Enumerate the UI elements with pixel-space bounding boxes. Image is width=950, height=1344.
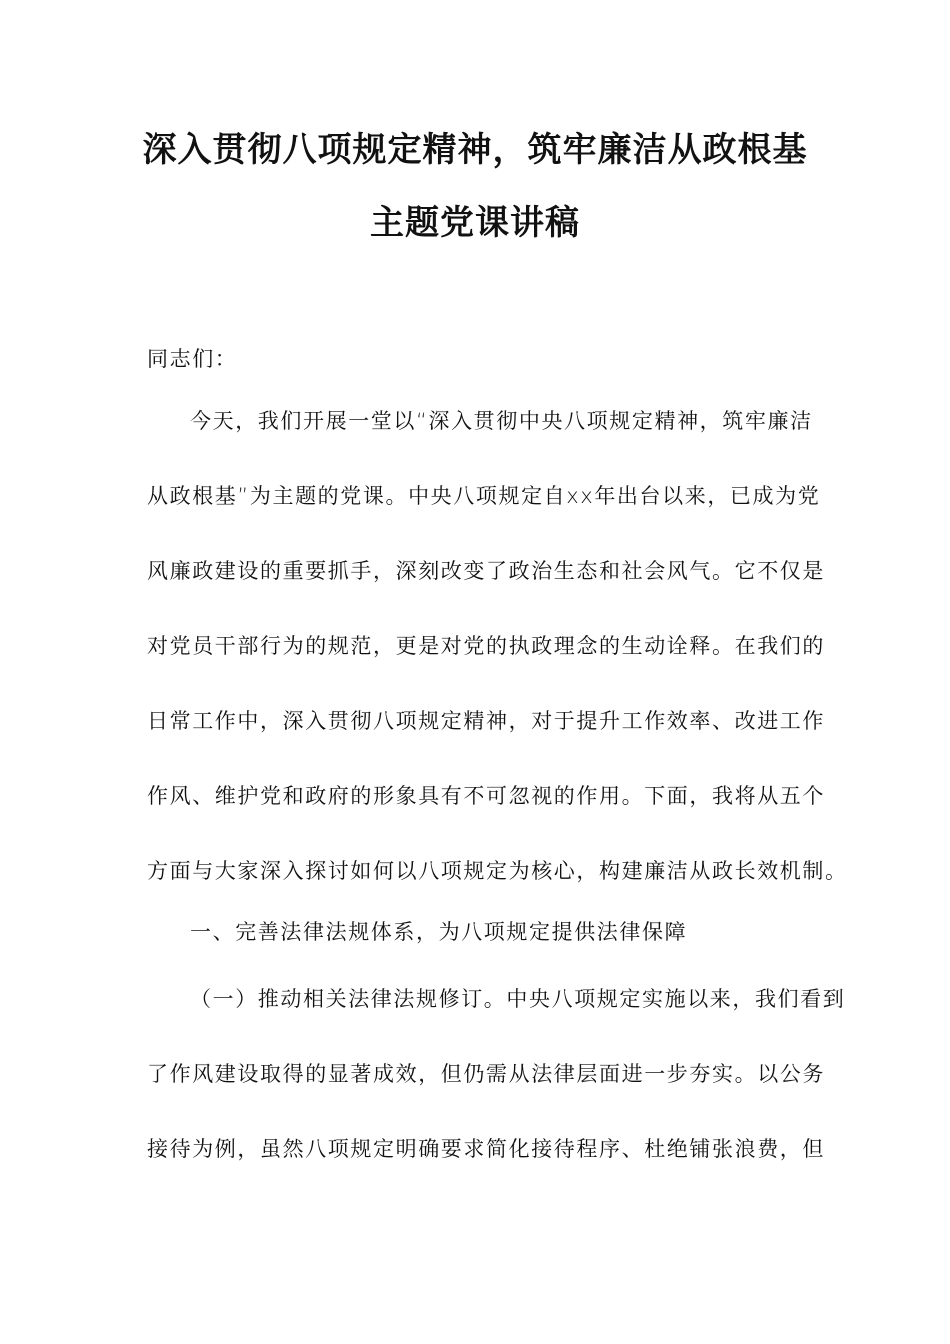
paragraph-line: 日常工作中，深入贯彻八项规定精神，对于提升工作效率、改进工作 xyxy=(147,709,825,733)
paragraph-line: 接待为例，虽然八项规定明确要求简化接待程序、杜绝铺张浪费，但 xyxy=(147,1137,825,1161)
paragraph-line: 从政根基”为主题的党课。中央八项规定自xx年出台以来，已成为党 xyxy=(147,484,821,508)
document-title-line-1: 深入贯彻八项规定精神，筑牢廉洁从政根基 xyxy=(142,130,808,170)
paragraph-line: 今天，我们开展一堂以“深入贯彻中央八项规定精神，筑牢廉洁 xyxy=(190,409,813,433)
paragraph-line: 方面与大家深入探讨如何以八项规定为核心，构建廉洁从政长效机制。 xyxy=(147,859,848,883)
paragraph-line: 对党员干部行为的规范，更是对党的执政理念的生动诠释。在我们的 xyxy=(147,634,825,658)
paragraph-line: 风廉政建设的重要抓手，深刻改变了政治生态和社会风气。它不仅是 xyxy=(147,559,825,583)
document-title-line-2: 主题党课讲稿 xyxy=(370,203,580,243)
paragraph-line: 作风、维护党和政府的形象具有不可忽视的作用。下面，我将从五个 xyxy=(147,784,825,808)
salutation: 同志们： xyxy=(147,347,238,371)
paragraph-line: 了作风建设取得的显著成效，但仍需从法律层面进一步夯实。以公务 xyxy=(147,1062,825,1086)
paragraph-line: （一）推动相关法律法规修订。中央八项规定实施以来，我们看到 xyxy=(190,987,846,1011)
section-heading: 一、完善法律法规体系，为八项规定提供法律保障 xyxy=(190,920,688,944)
